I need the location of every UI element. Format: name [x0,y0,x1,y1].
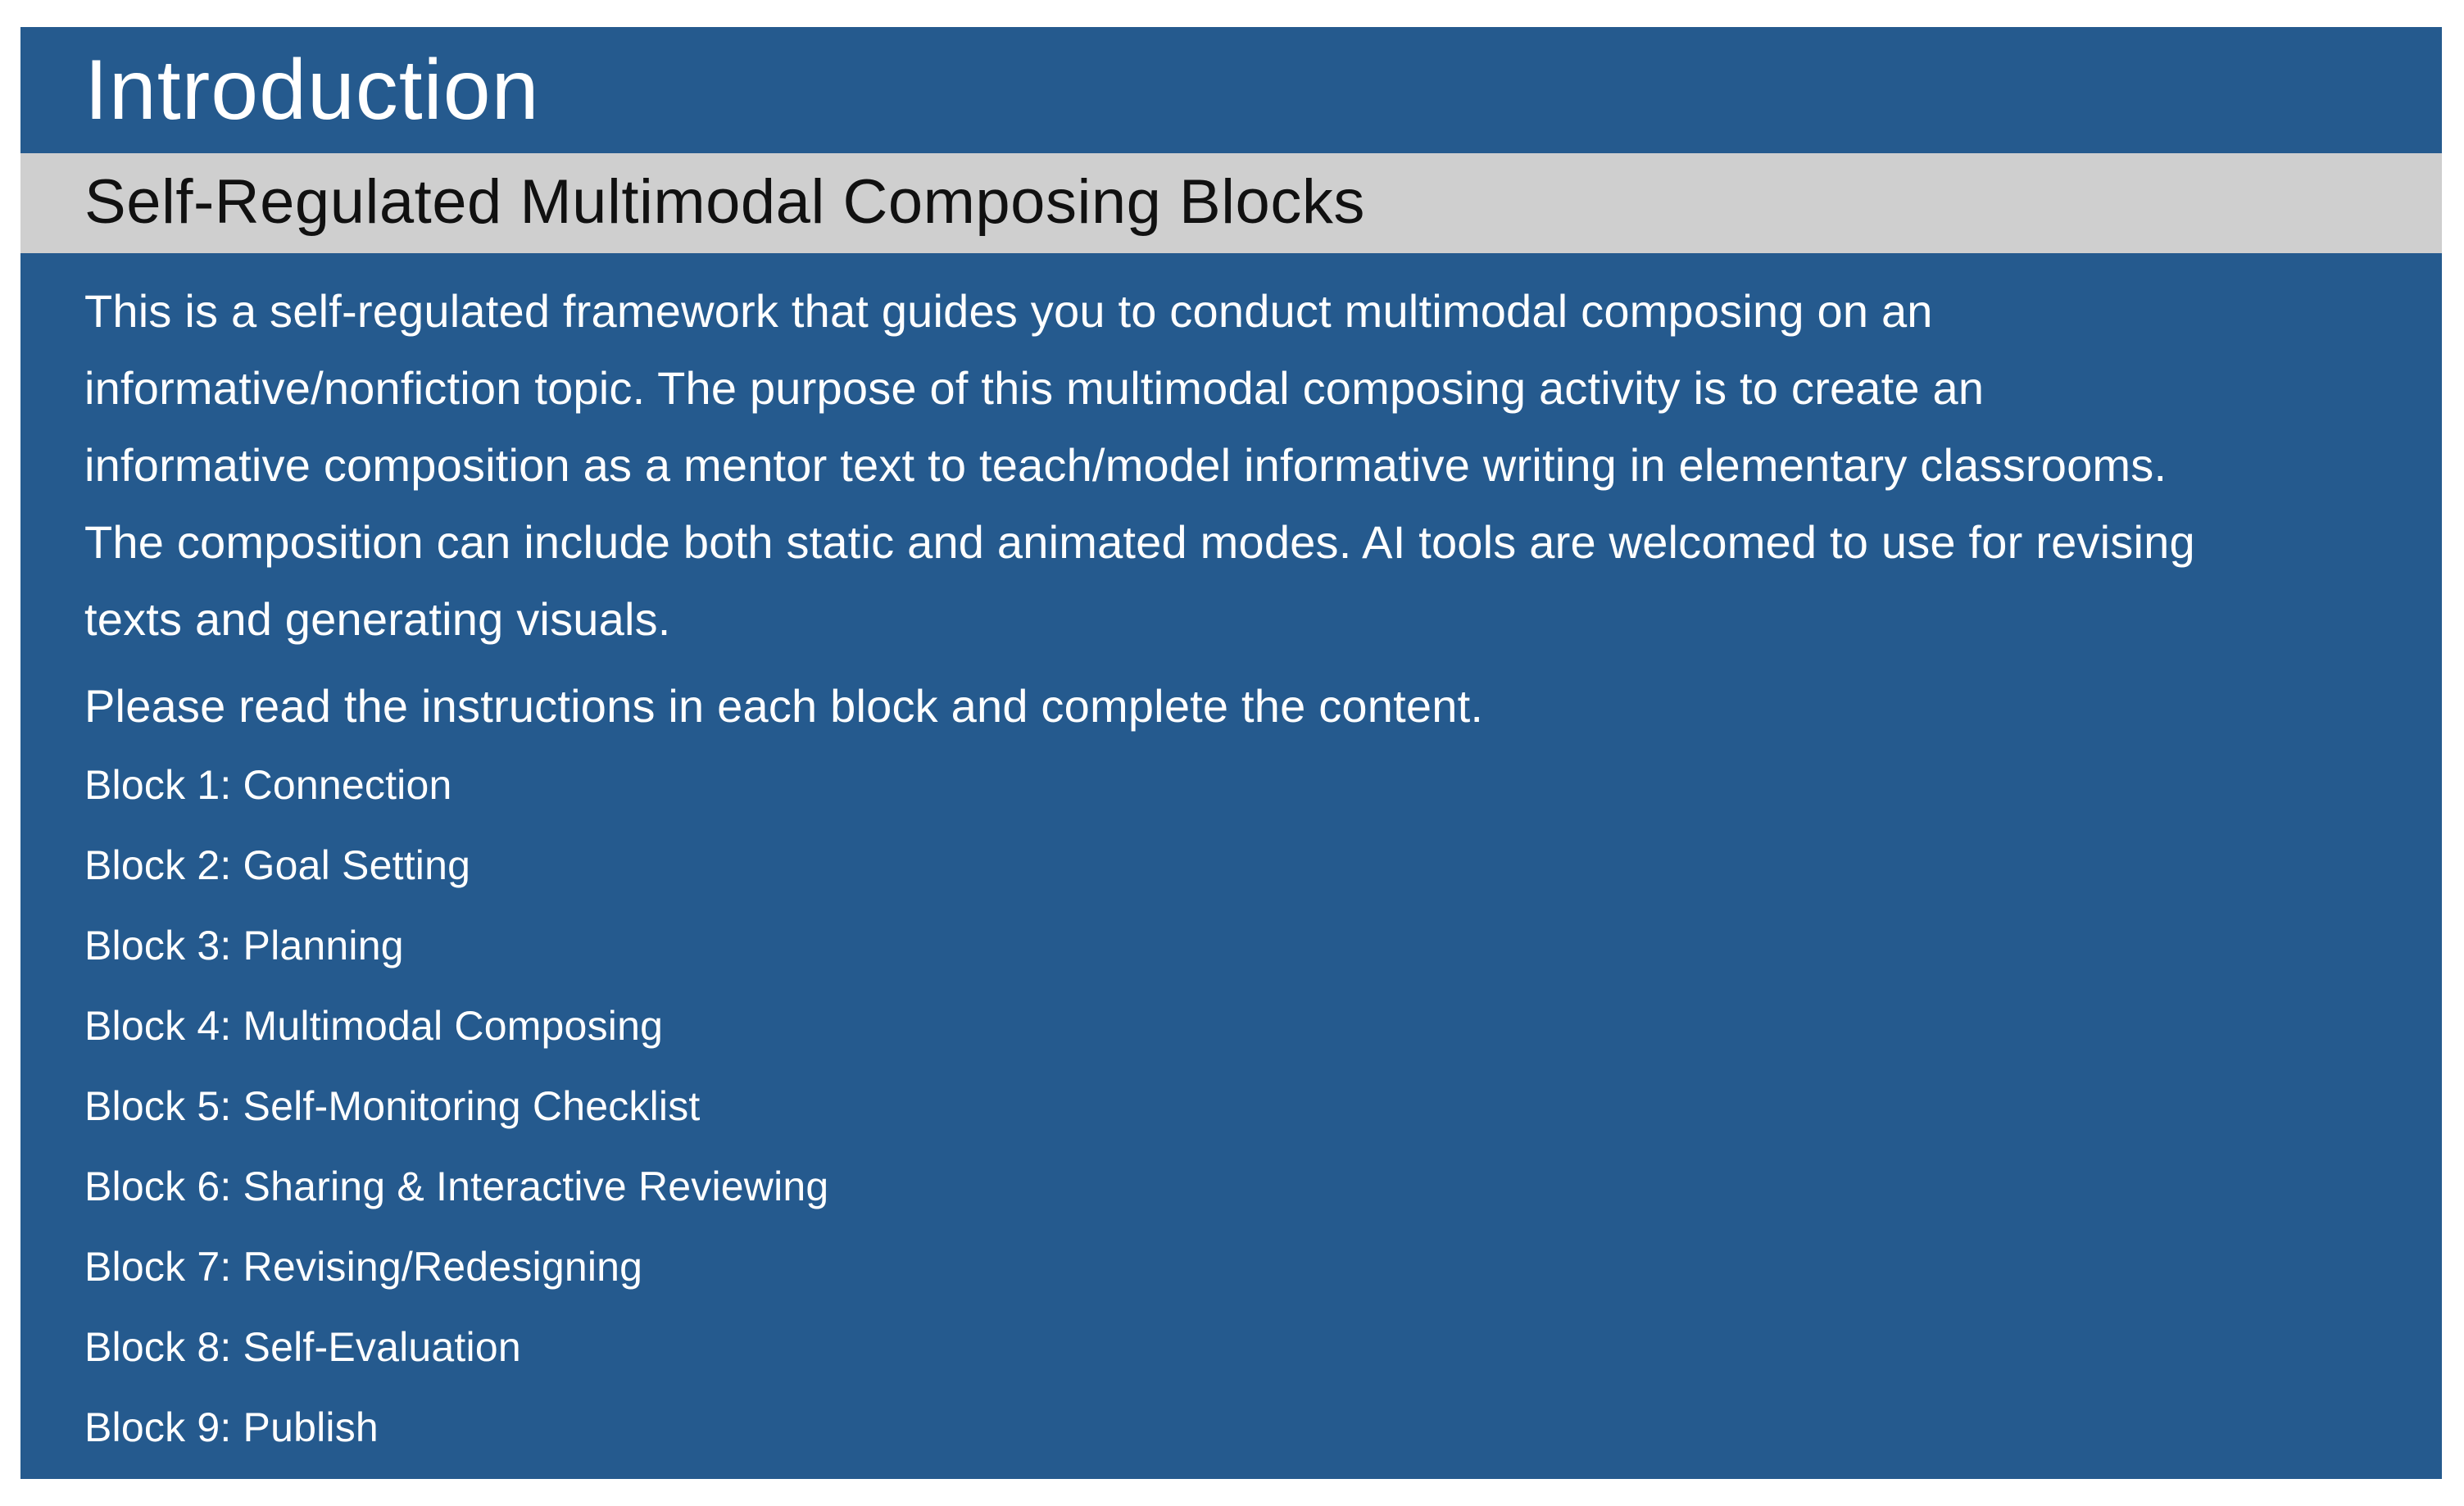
intro-paragraph [84,273,2420,658]
block-list [84,745,2420,1467]
block-item-multimodal-composing: Block 4: Multimodal Composing [84,1003,664,1049]
introduction-panel [20,27,2442,1479]
instruction-text: Please read the instructions in each block and complete the content. [84,680,1484,732]
page-subtitle: Self-Regulated Multimodal Composing Blocks [84,167,1365,237]
intro-line: The composition can include both static and animated modes. AI tools are welcomed to use for revising [84,516,2195,568]
block-item-self-monitoring-checklist: Block 5: Self-Monitoring Checklist [84,1083,701,1129]
page-title: Introduction [84,43,540,138]
title-bar [20,27,2442,153]
intro-line: This is a self-regulated framework that guides you to conduct multimodal composing on an [84,285,1933,337]
intro-line: texts and generating visuals. [84,593,671,645]
block-item-self-evaluation: Block 8: Self-Evaluation [84,1324,521,1370]
block-item-revising-redesigning: Block 7: Revising/Redesigning [84,1244,643,1290]
intro-line: informative/nonfiction topic. The purpose of this multimodal composing activity is to create an [84,362,1985,414]
block-item-planning: Block 3: Planning [84,923,404,968]
block-item-goal-setting: Block 2: Goal Setting [84,842,471,888]
content-area [84,273,2420,1467]
block-item-publish: Block 9: Publish [84,1404,379,1450]
block-item-sharing-interactive-reviewing: Block 6: Sharing & Interactive Reviewing [84,1164,829,1209]
block-item-connection: Block 1: Connection [84,762,452,808]
subtitle-bar [20,153,2442,253]
intro-line: informative composition as a mentor text to teach/model informative writing in elementary classrooms. [84,439,2167,491]
